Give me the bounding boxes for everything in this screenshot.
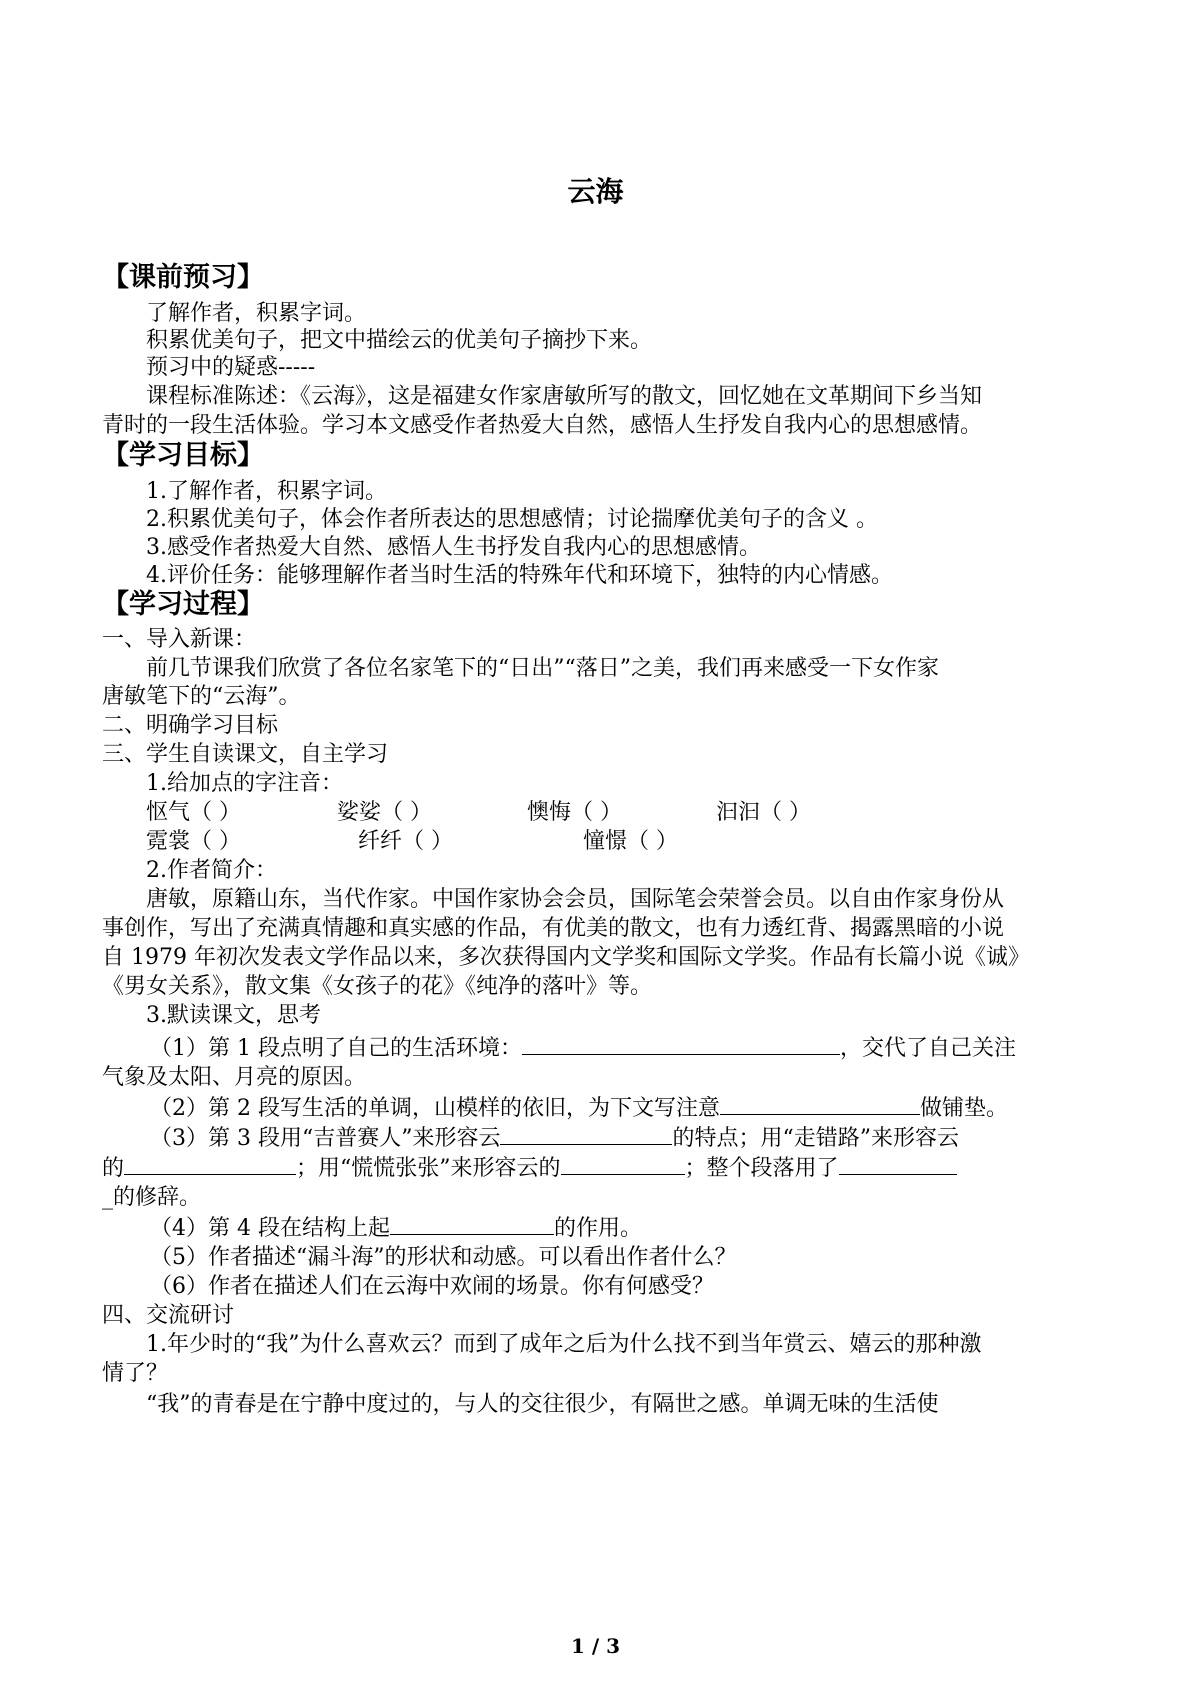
intro-text: 唐敏笔下的“云海”。 — [102, 684, 301, 709]
question-3 — [150, 1122, 959, 1155]
discussion-answer: “我”的青春是在宁静中度过的，与人的交往很少，有隔世之感。单调无味的生活使 — [146, 1392, 939, 1417]
discussion-question: 情了？ — [102, 1361, 169, 1386]
pinyin-item: 懊悔（ ） — [527, 800, 622, 825]
preview-line: 了解作者，积累字词。 — [146, 301, 367, 326]
answer-blank[interactable] — [561, 1152, 685, 1175]
preview-heading: 【课前预习】 — [102, 262, 264, 293]
goal-item: 1.了解作者，积累字词。 — [146, 479, 387, 504]
question-1-cont: 气象及太阳、月亮的原因。 — [102, 1065, 367, 1090]
goals-heading: 【学习目标】 — [102, 440, 264, 471]
intro-text: 前几节课我们欣赏了各位名家笔下的“日出”“落日”之美，我们再来感受一下女作家 — [146, 656, 939, 681]
read-title: 3.默读课文，思考 — [146, 1003, 321, 1028]
pinyin-item: 汩汩（ ） — [716, 800, 811, 825]
goal-item: 4.评价任务：能够理解作者当时生活的特殊年代和环境下，独特的内心情感。 — [146, 563, 893, 588]
question-text: （1）第 1 段点明了自己的生活环境： — [150, 1036, 522, 1061]
author-text: 《男女关系》，散文集《女孩子的花》《纯净的落叶》等。 — [102, 974, 653, 999]
preview-line: 预习中的疑惑----- — [146, 355, 316, 380]
question-1 — [150, 1032, 1016, 1065]
preview-line: 课程标准陈述：《云海》，这是福建女作家唐敏所写的散文，回忆她在文革期间下乡当知 — [146, 384, 983, 409]
answer-blank[interactable] — [522, 1032, 840, 1055]
pinyin-item: 纤纤（ ） — [358, 829, 453, 854]
section-discussion: 四、交流研讨 — [102, 1303, 235, 1328]
page-title: 云海 — [567, 175, 624, 208]
answer-blank[interactable] — [500, 1122, 672, 1145]
pinyin-item: 憧憬（ ） — [583, 829, 678, 854]
goal-item: 2.积累优美句子，体会作者所表达的思想感情；讨论揣摩优美句子的含义 。 — [146, 507, 878, 532]
question-text: 的作用。 — [553, 1216, 642, 1241]
question-5: （5）作者描述“漏斗海”的形状和动感。可以看出作者什么？ — [150, 1245, 737, 1270]
question-text: 的特点；用“走错路”来形容云 — [672, 1126, 959, 1151]
section-goals: 二、明确学习目标 — [102, 713, 279, 738]
question-text: ；整个段落用了 — [684, 1156, 839, 1181]
question-text: 的 — [102, 1156, 125, 1181]
question-3-cont: _的修辞。 — [102, 1185, 202, 1210]
question-text: ，交代了自己关注 — [839, 1036, 1016, 1061]
question-4 — [150, 1212, 642, 1245]
question-text: （2）第 2 段写生活的单调，山模样的依旧，为下文写注意 — [150, 1096, 720, 1121]
goal-item: 3.感受作者热爱大自然、感悟人生书抒发自我内心的思想感情。 — [146, 535, 761, 560]
question-3-cont — [102, 1152, 957, 1185]
answer-blank[interactable] — [720, 1092, 920, 1115]
question-6: （6）作者在描述人们在云海中欢闹的场景。你有何感受？ — [150, 1274, 714, 1299]
section-intro: 一、导入新课： — [102, 627, 257, 652]
question-text: ；用“慌慌张张”来形容云的 — [296, 1156, 561, 1181]
author-text: 自 1979 年初次发表文学作品以来，多次获得国内文学奖和国际文学奖。作品有长篇小说《诚》 — [102, 945, 1030, 970]
author-title: 2.作者简介： — [146, 858, 277, 883]
pinyin-title: 1.给加点的字注音： — [146, 771, 343, 796]
pinyin-item: 娑娑（ ） — [337, 800, 432, 825]
preview-line: 积累优美句子，把文中描绘云的优美句子摘抄下来。 — [146, 328, 653, 353]
question-2 — [150, 1092, 1008, 1125]
page-number: 1 / 3 — [570, 1634, 621, 1658]
process-heading: 【学习过程】 — [102, 589, 264, 620]
preview-line: 青时的一段生活体验。学习本文感受作者热爱大自然，感悟人生抒发自我内心的思想感情。 — [102, 413, 983, 438]
pinyin-item: 霓裳（ ） — [146, 829, 241, 854]
question-text: （4）第 4 段在结构上起 — [150, 1216, 390, 1241]
section-self-study: 三、学生自读课文，自主学习 — [102, 742, 389, 767]
answer-blank[interactable] — [390, 1212, 554, 1235]
author-text: 事创作，写出了充满真情趣和真实感的作品，有优美的散文，也有力透红背、揭露黑暗的小说 — [102, 916, 1005, 941]
answer-blank[interactable] — [124, 1152, 296, 1175]
question-text: （3）第 3 段用“吉普赛人”来形容云 — [150, 1126, 501, 1151]
author-text: 唐敏，原籍山东，当代作家。中国作家协会会员，国际笔会荣誉会员。以自由作家身份从 — [146, 887, 1005, 912]
question-text: 做铺垫。 — [919, 1096, 1008, 1121]
discussion-question: 1.年少时的“我”为什么喜欢云？而到了成年之后为什么找不到当年赏云、嬉云的那种激 — [146, 1332, 982, 1357]
answer-blank[interactable] — [839, 1152, 957, 1175]
pinyin-item: 怄气（ ） — [146, 800, 241, 825]
